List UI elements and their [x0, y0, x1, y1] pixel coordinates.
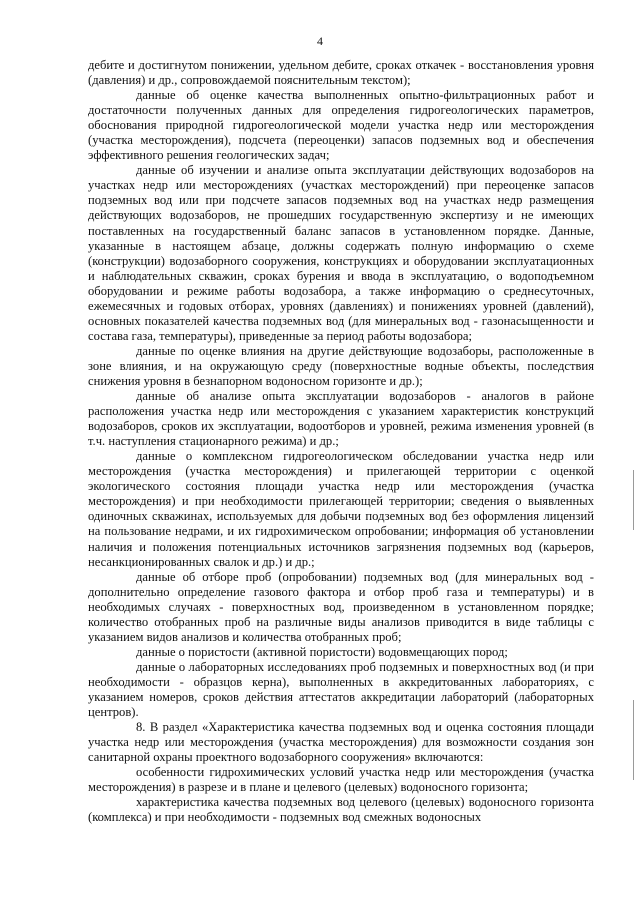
paragraph-section-8: 8. В раздел «Характеристика качества подземных вод и оценка состояния площади участка недр или месторождения (участка месторождения) для возможности создания зон санитарной охраны проектного водозаборного сооружения» включаются:: [88, 720, 594, 765]
paragraph-lab-studies: данные о лабораторных исследованиях проб подземных и поверхностных вод (и при необходимости - образцов керна), выполненных в аккредитованных лабораториях, с указанием номеров, сроков действия аттестатов аккредитации лабораторий (лабораторных центров).: [88, 659, 594, 720]
paragraph-influence-assessment: данные по оценке влияния на другие действующие водозаборы, расположенные в зоне влияния, и на окружающую среду (поверхностные водные объекты, последствия снижения уровня в безнапорном водоносном горизонте и др.);: [88, 343, 594, 388]
paragraph-porosity: данные о пористости (активной пористости) водовмещающих пород;: [136, 644, 508, 659]
paragraph-analog-intakes: данные об анализе опыта эксплуатации водозаборов - аналогов в районе расположения участка недр или месторождения с указанием характеристик конструкций водозаборов, сроков их эксплуатации, водоотборов и уровней, режима изменения уровней (в т.ч. наступления стационарного режима) и др.;: [88, 389, 594, 449]
paragraph-survey: данные о комплексном гидрогеологическом обследовании участка недр или месторождения (участка месторождения) и прилегающей территории с оценкой экологического состояния площади участка недр или месторождения (участка месторождения) и при необходимости прилегающей территории; сведения о выявленных одиночных скважинах, используемых для добычи подземных вод без оформления лицензий на пользование недрами, и их гидрохимическом опробовании; информация об установлении наличия и положения потенциальных источников загрязнения подземных вод (карьеров, несанкционированных свалок и др.) и др.;: [88, 449, 594, 569]
page-number: 4: [317, 34, 323, 48]
paragraph-operating-intakes: данные об изучении и анализе опыта эксплуатации действующих водозаборов на участках недр или месторождениях (участках месторождений) при переоценке запасов подземных вод или при подсчете запасов подземных вод на участках недр размещения действующих водозаборов, не прошедших государственную экспертизу и не имеющих поставленных на государственный баланс запасов в установленном порядке. Данные, указанные в настоящем абзаце, должны содержать полную информацию о схеме (конструкции) водозаборного сооружения, конструкциях и оборудовании эксплуатационных и наблюдательных скважин, сроках бурения и ввода в эксплуатацию, о водоподъемном оборудовании и режиме работы водозабора, а также информацию о среднесуточных, ежемесячных и годовых отборах, уровнях (давлениях) и понижениях уровней (давлений), основных показателей качества подземных вод (для минеральных вод - газонасыщенности и состава газа, температуры), приведенные за период работы водозабора;: [88, 163, 594, 343]
paragraph-filtration-quality: данные об оценке качества выполненных опытно-фильтрационных работ и достаточности полученных данных для определения гидрогеологических параметров, обоснования природной гидрогеологической модели участка недр или месторождения (участка месторождения), подсчета (переоценки) запасов подземных вод и обеспечения эффективного решения геологических задач;: [88, 88, 594, 163]
paragraph-sampling: данные об отборе проб (опробовании) подземных вод (для минеральных вод - дополнительно определение газового фактора и отбор проб газа и температуры) и в необходимых случаях - поверхностных вод, произведенном в установленном порядке; количество отобранных проб на различные виды анализов приводится в виде таблицы с указанием видов анализов и количества отобранных проб;: [88, 569, 594, 644]
paragraph-water-quality: характеристика качества подземных вод целевого (целевых) водоносного горизонта (комплекса) и при необходимости - подземных вод смежных водоносных: [88, 795, 594, 825]
scan-edge-mark: [633, 470, 634, 530]
paragraph-hydrochemical: особенности гидрохимических условий участка недр или месторождения (участка месторождения) в разрезе и в плане и целевого (целевых) водоносного горизонта;: [88, 765, 594, 795]
paragraph-continuation: дебите и достигнутом понижении, удельном дебите, сроках откачек - восстановления уровня (давления) и др., сопровождаемой пояснительным текстом);: [88, 58, 594, 88]
document-body: [88, 58, 594, 825]
scan-edge-mark: [633, 700, 634, 780]
